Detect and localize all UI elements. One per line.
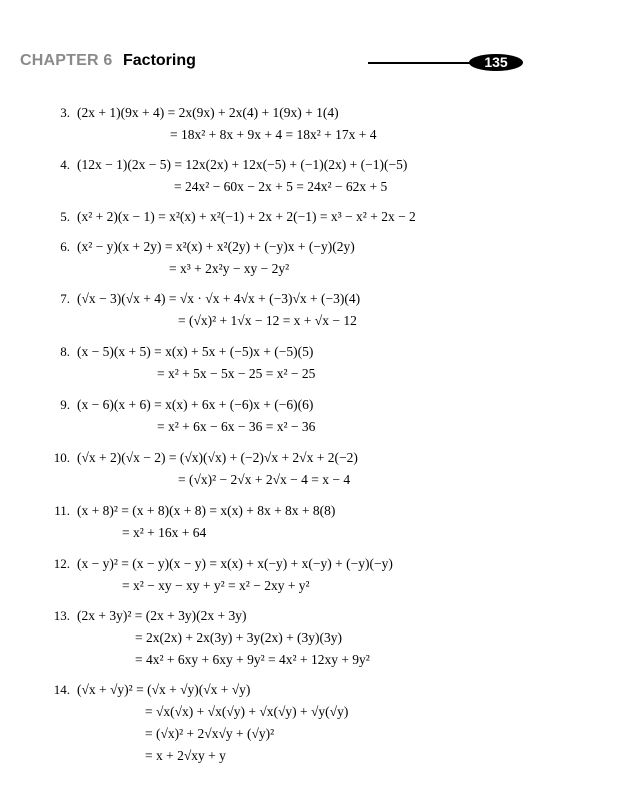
problem-line: = (√x)² + 1√x − 12 = x + √x − 12: [178, 313, 357, 328]
chapter-title: Factoring: [123, 52, 196, 69]
problem-line: = 18x² + 8x + 9x + 4 = 18x² + 17x + 4: [170, 127, 377, 142]
problem-number: 10.: [53, 450, 70, 465]
problem-line: = 4x² + 6xy + 6xy + 9y² = 4x² + 12xy + 9y²: [135, 652, 370, 667]
problem-number: 8.: [60, 344, 70, 359]
problem-line: (12x − 1)(2x − 5) = 12x(2x) + 12x(−5) + (−1)(2x) + (−1)(−5): [77, 157, 408, 172]
problem-line: (2x + 1)(9x + 4) = 2x(9x) + 2x(4) + 1(9x) + 1(4): [77, 105, 339, 120]
problem-line: = x² + 5x − 5x − 25 = x² − 25: [157, 366, 316, 381]
problem-line: (x − y)² = (x − y)(x − y) = x(x) + x(−y) + x(−y) + (−y)(−y): [77, 556, 393, 571]
problem-line: (√x + √y)² = (√x + √y)(√x + √y): [77, 682, 251, 697]
problem-line: = √x(√x) + √x(√y) + √x(√y) + √y(√y): [145, 704, 349, 719]
problem-line: = x³ + 2x²y − xy − 2y²: [169, 261, 290, 276]
problem-number: 11.: [54, 503, 70, 518]
problem-line: = (√x)² + 2√x√y + (√y)²: [145, 726, 275, 741]
header-rule: [368, 62, 480, 64]
problem-line: = x² + 16x + 64: [122, 525, 207, 540]
problem-line: (x + 8)² = (x + 8)(x + 8) = x(x) + 8x + 8x + 8(8): [77, 503, 336, 518]
chapter-label: CHAPTER 6: [20, 52, 113, 69]
problem-number: 4.: [60, 157, 70, 172]
page-header: [0, 48, 635, 80]
problem-line: (√x − 3)(√x + 4) = √x · √x + 4√x + (−3)√x + (−3)(4): [77, 291, 361, 306]
problem-line: (x − 5)(x + 5) = x(x) + 5x + (−5)x + (−5)(5): [77, 344, 314, 359]
problem-number: 14.: [53, 682, 70, 697]
problem-number: 7.: [60, 291, 70, 306]
problem-line: = (√x)² − 2√x + 2√x − 4 = x − 4: [178, 472, 351, 487]
problem-number: 5.: [60, 209, 70, 224]
problem-number: 9.: [60, 397, 70, 412]
problem-number: 12.: [53, 556, 70, 571]
problem-line: (x² + 2)(x − 1) = x²(x) + x²(−1) + 2x + 2(−1) = x³ − x² + 2x − 2: [77, 209, 416, 224]
problem-line: (x² − y)(x + 2y) = x²(x) + x²(2y) + (−y)x + (−y)(2y): [77, 239, 355, 254]
problem-line: = 2x(2x) + 2x(3y) + 3y(2x) + (3y)(3y): [135, 630, 343, 645]
problem-number: 6.: [60, 239, 70, 254]
problem-line: = x² + 6x − 6x − 36 = x² − 36: [157, 419, 316, 434]
problem-line: = x + 2√xy + y: [145, 748, 226, 763]
problem-line: (√x + 2)(√x − 2) = (√x)(√x) + (−2)√x + 2√x + 2(−2): [77, 450, 358, 465]
page-number-badge: 135: [469, 54, 523, 71]
problem-line: (2x + 3y)² = (2x + 3y)(2x + 3y): [77, 608, 247, 623]
problem-line: = 24x² − 60x − 2x + 5 = 24x² − 62x + 5: [174, 179, 388, 194]
problem-line: (x − 6)(x + 6) = x(x) + 6x + (−6)x + (−6)(6): [77, 397, 314, 412]
problem-number: 3.: [60, 105, 70, 120]
problem-number: 13.: [53, 608, 70, 623]
problem-line: = x² − xy − xy + y² = x² − 2xy + y²: [122, 578, 310, 593]
